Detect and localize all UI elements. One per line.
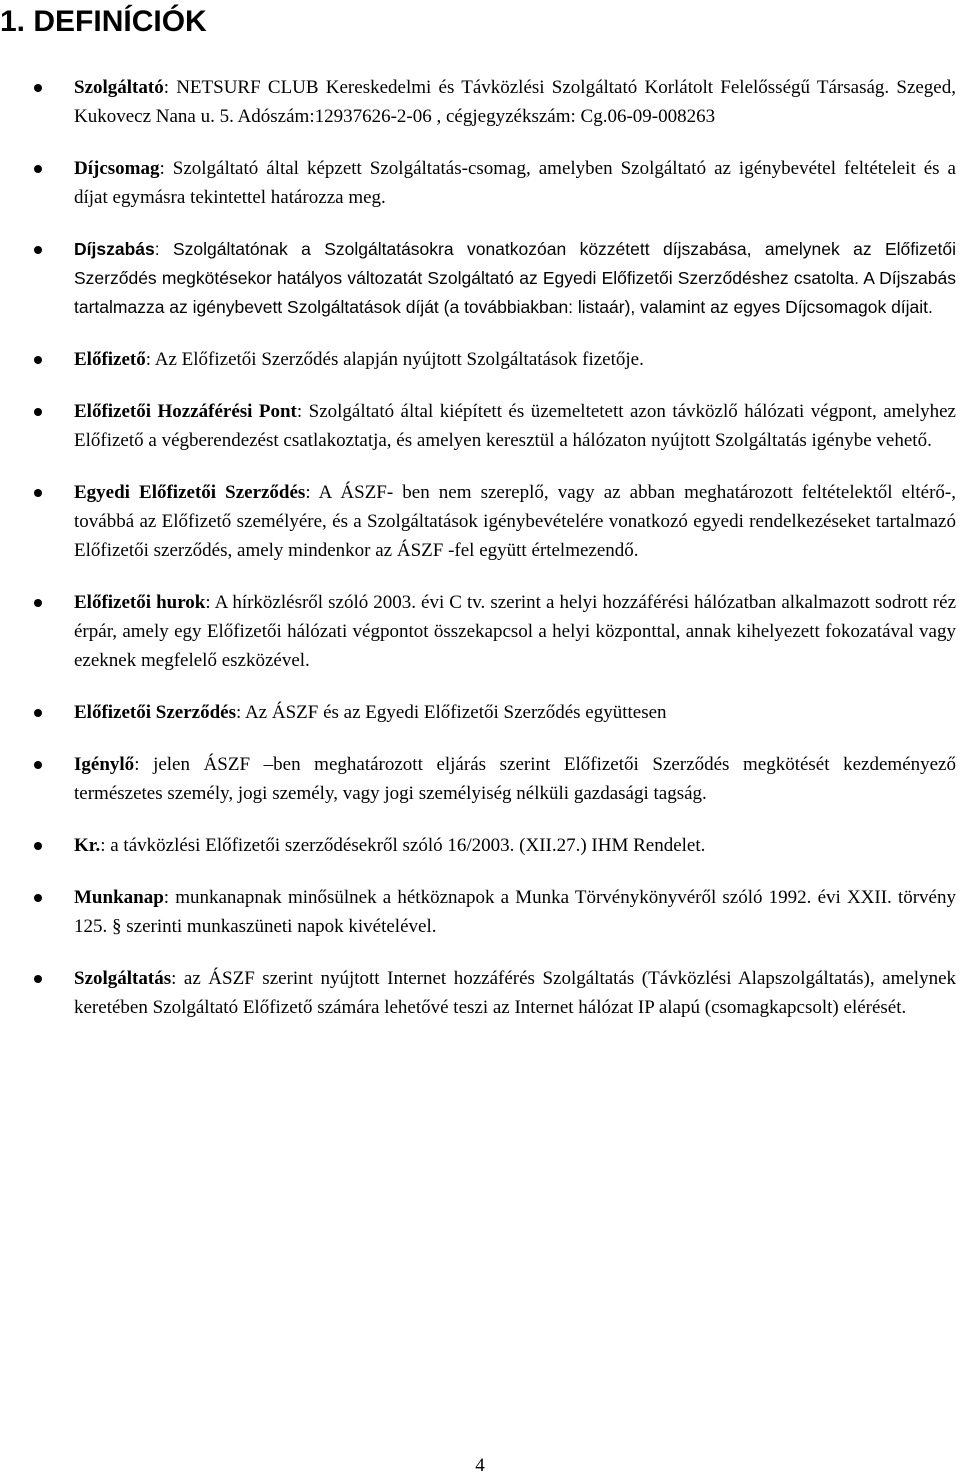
definition-term: Díjszabás [74, 239, 155, 259]
definition-list [0, 73, 960, 1045]
page-title: 1. DEFINÍCIÓK [0, 5, 207, 38]
definition-term: Igénylő [74, 754, 135, 775]
definition-kr [0, 831, 960, 860]
definition-szolgaltato [0, 73, 960, 131]
bullet-icon [34, 356, 42, 364]
definition-text: : Szolgáltató által kiépített és üzemeltetett azon távközlő hálózati végpont, amelyhez Előfizető a végberendezést csatlakoztatja, és amelyen keresztül a hálózaton nyújtott Szolgáltatás igénybe vehető. [74, 401, 956, 451]
bullet-icon [34, 165, 42, 173]
bullet-icon [34, 408, 42, 416]
definition-text: : Az ÁSZF és az Egyedi Előfizetői Szerződés együttesen [235, 702, 667, 723]
definition-term: Előfizető [74, 349, 146, 370]
definition-text: : Az Előfizetői Szerződés alapján nyújtott Szolgáltatások fizetője. [145, 349, 644, 370]
bullet-icon [34, 489, 42, 497]
bullet-icon [34, 599, 42, 607]
definition-term: Szolgáltató [74, 77, 164, 98]
definition-text: : Szolgáltató által képzett Szolgáltatás-csomag, amelyben Szolgáltató az igénybevétel feltételeit és a díjat egymásra tekintettel határozza meg. [74, 158, 956, 208]
bullet-icon [34, 709, 42, 717]
definition-text: : NETSURF CLUB Kereskedelmi és Távközlési Szolgáltató Korlátolt Felelősségű Társaság. Szeged, Kukovecz Nana u. 5. Adószám:12937626-2-06 , cégjegyzékszám: Cg.06-09-008263 [74, 77, 956, 127]
definition-text: : Szolgáltatónak a Szolgáltatásokra vonatkozóan közzétett díjszabása, amelynek az Előfizetői Szerződés megkötésekor hatályos változatát Szolgáltató az Egyedi Előfizetői Szerződéshez csatolta. A Díjszabás tartalmazza az igénybevett Szolgáltatások díját (a továbbiakban: listaár), valamint az egyes Díjcsomagok díjait. [74, 239, 956, 317]
definition-term: Előfizetői hurok [74, 592, 206, 613]
bullet-icon [34, 842, 42, 850]
definition-term: Előfizetői Szerződés [74, 702, 236, 723]
definition-term: Kr. [74, 835, 101, 856]
definition-egyedi-elofizetoi-szerzodes [0, 478, 960, 565]
definition-munkanap [0, 883, 960, 941]
definition-term: Díjcsomag [74, 158, 160, 179]
bullet-icon [34, 246, 42, 254]
definition-elofizeto [0, 345, 960, 374]
bullet-icon [34, 761, 42, 769]
definition-text: : munkanapnak minősülnek a hétköznapok a Munka Törvénykönyvéről szóló 1992. évi XXII. törvény 125. § szerinti munkaszüneti napok kivételével. [74, 887, 956, 937]
definition-elofizetoi-hurok [0, 588, 960, 675]
definition-igenylo [0, 750, 960, 808]
definition-term: Egyedi Előfizetői Szerződés [74, 482, 306, 503]
definition-szolgaltatas [0, 964, 960, 1022]
definition-text: : a távközlési Előfizetői szerződésekről szóló 16/2003. (XII.27.) IHM Rendelet. [100, 835, 706, 856]
definition-text: : az ÁSZF szerint nyújtott Internet hozzáférés Szolgáltatás (Távközlési Alapszolgáltatás), amelynek keretében Szolgáltató Előfizető számára lehetővé teszi az Internet hálózat IP alapú (csomagkapcsolt) elérését. [74, 968, 956, 1018]
definition-text: : jelen ÁSZF –ben meghatározott eljárás szerint Előfizetői Szerződés megkötését kezdeményező természetes személy, jogi személy, vagy jogi személyiség nélküli gazdasági tagság. [74, 754, 956, 804]
definition-dijszabas [0, 235, 960, 322]
bullet-icon [34, 84, 42, 92]
definition-elofizetoi-hozzaferesi-pont [0, 397, 960, 455]
definition-dijcsomag [0, 154, 960, 212]
definition-term: Szolgáltatás [74, 968, 172, 989]
bullet-icon [34, 975, 42, 983]
definition-text: : A hírközlésről szóló 2003. évi C tv. szerint a helyi hozzáférési hálózatban alkalmazott sodrott réz érpár, amely egy Előfizetői hálózati végpontot összekapcsol a helyi központtal, annak kihelyezett fokozatával vagy ezeknek megfelelő eszközével. [74, 592, 956, 671]
page-number: 4 [475, 1455, 485, 1476]
definition-elofizetoi-szerzodes [0, 698, 960, 727]
definition-text: : A ÁSZF- ben nem szereplő, vagy az abban meghatározott feltételektől eltérő-, továbbá az Előfizető személyére, és a Szolgáltatások igénybevételére vonatkozó egyedi rendelkezéseket tartalmazó Előfizetői szerződés, amely mindenkor az ÁSZF -fel együtt értelmezendő. [74, 482, 956, 561]
definition-term: Munkanap [74, 887, 164, 908]
bullet-icon [34, 894, 42, 902]
definition-term: Előfizetői Hozzáférési Pont [74, 401, 297, 422]
